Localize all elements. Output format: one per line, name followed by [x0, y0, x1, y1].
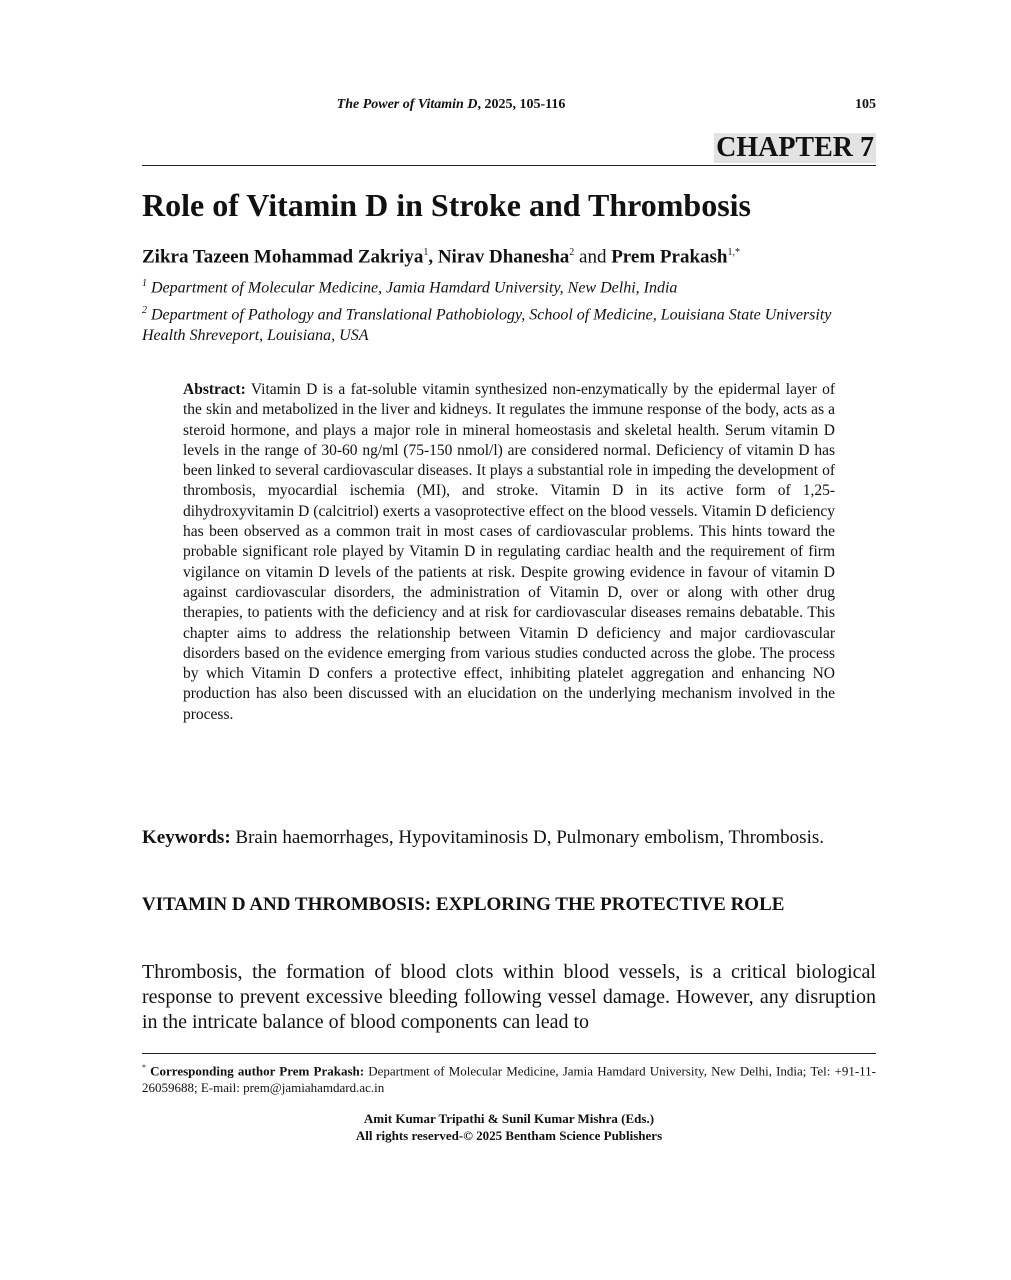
author-separator: , [428, 246, 438, 268]
keywords-text: Brain haemorrhages, Hypovitaminosis D, Pulmonary embolism, Thrombosis. [230, 827, 824, 848]
journal-title: The Power of Vitamin D [336, 97, 478, 112]
affiliation-text: Department of Molecular Medicine, Jamia Hamdard University, New Delhi, India [147, 279, 678, 297]
affiliation [142, 300, 876, 346]
paper-page [142, 0, 876, 1280]
corresponding-author-footnote [142, 1059, 876, 1096]
affiliation-marker: 1 [142, 278, 147, 289]
publisher-footer [142, 1110, 876, 1144]
abstract [183, 380, 835, 725]
journal-volume-info: , 2025, 105-116 [477, 97, 566, 112]
running-head [142, 97, 876, 117]
keywords-label: Keywords: [142, 827, 231, 848]
footnote-divider [142, 1053, 876, 1054]
body-paragraph: Thrombosis, the formation of blood clots within blood vessels, is a critical biological response to prevent excessive bleeding following vessel damage. However, any disruption in the intricate balance of blood components can lead to [142, 961, 876, 1033]
affiliation-marker: 2 [142, 305, 147, 316]
author-name: Prem Prakash [611, 246, 728, 268]
author-affil-marker: 2 [569, 247, 575, 258]
chapter-label: CHAPTER 7 [716, 132, 874, 163]
chapter-header-rule [142, 131, 876, 166]
section-heading: VITAMIN D AND THROMBOSIS: EXPLORING THE PROTECTIVE ROLE [142, 894, 785, 915]
keywords [142, 826, 876, 850]
affiliation [142, 273, 876, 298]
paper-title: Role of Vitamin D in Stroke and Thrombosis [142, 187, 751, 223]
footnote-text: Department of Molecular Medicine, Jamia Hamdard University, New Delhi, India; Tel: +91-11-26059688; E-mail: prem@jamiahamdard.ac.in [142, 1063, 876, 1096]
journal-citation [142, 97, 760, 113]
page-number: 105 [855, 97, 876, 112]
abstract-text: Vitamin D is a fat-soluble vitamin synthesized non-enzymatically by the epidermal layer of the skin and metabolized in the liver and kidneys. It regulates the immune response of the body, acts as a steroid hormone, and plays a major role in mineral homeostasis and skeletal health. Serum vitamin D levels in the range of 30-60 ng/ml (75-150 nmol/l) are considered normal. Deficiency of vitamin D has been linked to several cardiovascular diseases. It plays a substantial role in impeding the development of thrombosis, myocardial ischemia (MI), and stroke. Vitamin D in its active form of 1,25-dihydroxyvitamin D (calcitriol) exerts a vasoprotective effect on the blood vessels. Vitamin D deficiency has been observed as a common trait in most cases of cardiovascular problems. This hints toward the probable significant role played by Vitamin D in regulating cardiac health and the requirement of firm vigilance on vitamin D levels of the patients at risk. Despite growing evidence in favour of vitamin D against cardiovascular disorders, the administration of Vitamin D, over or along with other drug therapies, to patients with the deficiency and at risk for cardiovascular diseases remains debatable. This chapter aims to address the relationship between Vitamin D deficiency and major cardiovascular disorders based on the evidence emerging from various studies conducted across the globe. The process by which Vitamin D confers a protective effect, inhibiting platelet aggregation and enhancing NO production has also been discussed with an elucidation on the underlying mechanism involved in the process. [183, 381, 835, 723]
author-name: Zikra Tazeen Mohammad Zakriya [142, 246, 424, 268]
editors-line: Amit Kumar Tripathi & Sunil Kumar Mishra (Eds.) [363, 1111, 655, 1126]
affiliation-text: Department of Pathology and Translational Pathobiology, School of Medicine, Louisiana State University Health Shreveport, Louisiana, USA [142, 306, 832, 345]
author-affil-marker: 1,* [727, 247, 740, 258]
footnote-marker: * [142, 1063, 146, 1072]
copyright-line: All rights reserved-© 2025 Bentham Science Publishers [355, 1128, 663, 1143]
abstract-label: Abstract: [183, 381, 246, 398]
author-affil-marker: 1 [423, 247, 429, 258]
author-list [142, 240, 876, 270]
footnote-label: Corresponding author Prem Prakash: [146, 1063, 365, 1079]
author-name: Nirav Dhanesha [437, 246, 570, 268]
author-separator: and [574, 246, 612, 268]
